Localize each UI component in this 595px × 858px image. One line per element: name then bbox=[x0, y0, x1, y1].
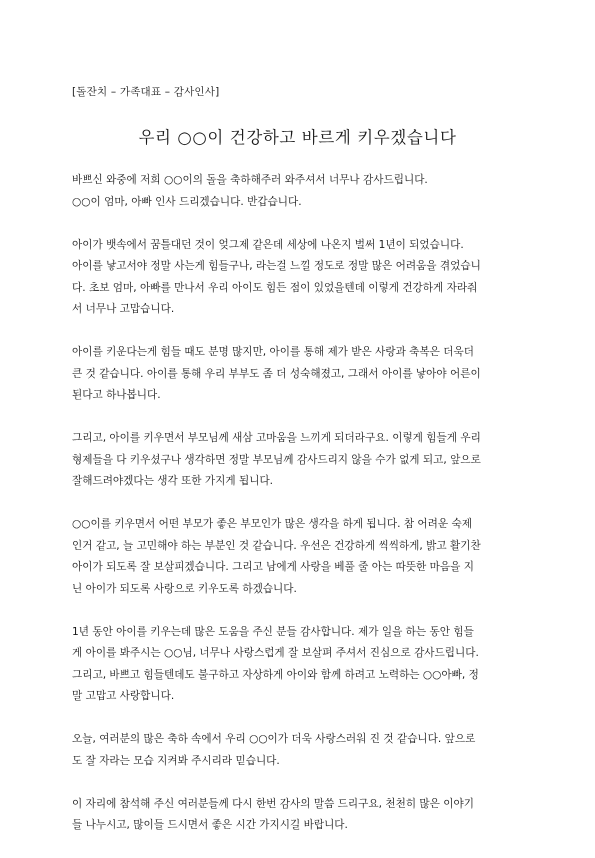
paragraph bbox=[72, 729, 528, 772]
paragraph-line: 된다고 하나봅니다. bbox=[72, 389, 161, 401]
paragraph-line: 닌 아이가 되도록 사랑으로 키우도록 하겠습니다. bbox=[72, 582, 297, 595]
paragraph-line: 인거 같고, 늘 고민해야 하는 부분인 것 같습니다. 우선은 건강하게 씩씩하게, 밝고 활기찬 bbox=[72, 539, 481, 552]
paragraph-line: 서 너무나 고맙습니다. bbox=[72, 303, 175, 315]
paragraph-line: 1년 동안 아이를 키우는데 많은 도움을 주신 분들 감사합니다. 제가 일을 하는 동안 힘들 bbox=[72, 625, 474, 638]
paragraph-line: 말 고맙고 사랑합니다. bbox=[72, 690, 175, 702]
paragraph-line: 바쁘신 와중에 저희 ○○이의 돌을 축하해주러 와주셔서 너무나 감사드립니다. bbox=[72, 174, 428, 186]
paragraph bbox=[72, 514, 528, 600]
paragraph-line: 다. 초보 엄마, 아빠를 만나서 우리 아이도 힘든 점이 있었을텐데 이렇게 건강하게 자라줘 bbox=[72, 281, 478, 294]
paragraph bbox=[72, 622, 528, 708]
paragraph-line: 들 나누시고, 많이들 드시면서 좋은 시간 가지시길 바랍니다. bbox=[72, 819, 348, 831]
paragraph-line: 아이를 키운다는게 힘들 때도 분명 많지만, 아이를 통해 제가 받은 사랑과 축복은 더욱더 bbox=[72, 346, 474, 358]
paragraph bbox=[72, 235, 528, 321]
paragraph bbox=[72, 342, 528, 407]
paragraph bbox=[72, 794, 528, 837]
paragraph-line: 그리고, 바쁘고 힘들텐데도 불구하고 자상하게 아이와 함께 하려고 노력하는 ○○아빠, 정 bbox=[72, 668, 479, 681]
paragraph-line: 큰 것 같습니다. 아이를 통해 우리 부부도 좀 더 성숙해졌고, 그래서 아이를 낳아야 어른이 bbox=[72, 367, 481, 380]
paragraph-line: 아이가 되도록 잘 보살피겠습니다. 그리고 남에게 사랑을 베풀 줄 아는 따뜻한 마음을 지 bbox=[72, 561, 474, 573]
paragraph-line: ○○이를 키우면서 어떤 부모가 좋은 부모인가 많은 생각을 하게 됩니다. 참 어려운 숙제 bbox=[72, 518, 472, 530]
paragraph bbox=[72, 170, 528, 213]
document-body bbox=[72, 170, 528, 858]
document-category-tag: [돌잔치 – 가족대표 – 감사인사] bbox=[72, 86, 220, 98]
paragraph-line: 그리고, 아이를 키우면서 부모님께 새삼 고마움을 느끼게 되더라구요. 이렇게 힘들게 우리 bbox=[72, 432, 481, 444]
paragraph-line: 아이를 낳고서야 정말 사는게 힘들구나, 라는걸 느낄 정도로 정말 많은 어려움을 겪었습니 bbox=[72, 260, 481, 272]
paragraph-line: ○○이 엄마, 아빠 인사 드리겠습니다. 반갑습니다. bbox=[72, 195, 302, 208]
document-title: 우리 ○○이 건강하고 바르게 키우겠습니다 bbox=[138, 128, 457, 147]
paragraph-line: 형제들을 다 키우셨구나 생각하면 정말 부모님께 감사드리지 않을 수가 없게 되고, 앞으로 bbox=[72, 453, 481, 466]
paragraph-line: 도 잘 자라는 모습 지켜봐 주시리라 믿습니다. bbox=[72, 754, 280, 767]
paragraph-line: 아이가 뱃속에서 꿈틀대던 것이 엊그제 같은데 세상에 나온지 벌써 1년이 되었습니다. bbox=[72, 238, 464, 251]
paragraph bbox=[72, 428, 528, 493]
paragraph-line: 잘해드려야겠다는 생각 또한 가지게 됩니다. bbox=[72, 475, 274, 487]
paragraph-line: 오늘, 여러분의 많은 축하 속에서 우리 ○○이가 더욱 사랑스러워 진 것 같습니다. 앞으로 bbox=[72, 733, 476, 745]
paragraph-line: 이 자리에 참석해 주신 여러분들께 다시 한번 감사의 말씀 드리구요, 천천히 많은 이야기 bbox=[72, 797, 474, 810]
paragraph-line: 게 아이를 봐주시는 ○○님, 너무나 사랑스럽게 잘 보살펴 주셔서 진심으로 감사드립니다. bbox=[72, 647, 479, 659]
